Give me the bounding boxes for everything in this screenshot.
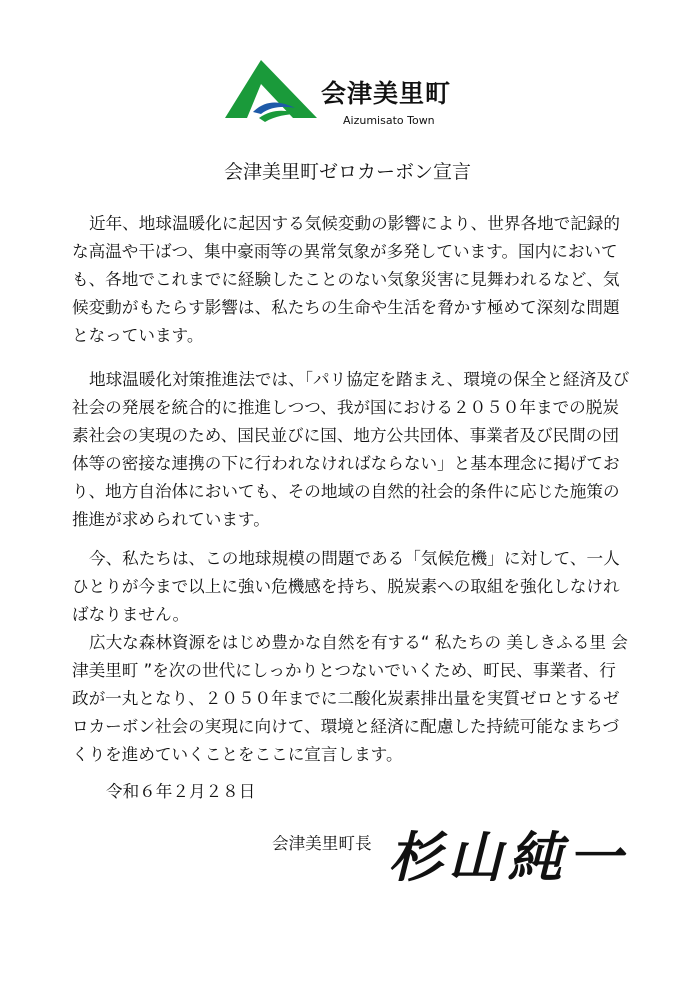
declaration-date: 令和６年２月２８日 [106,782,256,801]
paragraph-3: 今、私たちは、この地球規模の問題である「気候危機」に対して、一人ひとりが今まで以上に強い危機感を持ち、脱炭素への取組を強化しなければなりません。 [72,549,620,624]
mountain-wave-logo-icon [225,58,317,130]
document-title: 会津美里町ゼロカーボン宣言 [223,161,471,183]
logo-town-name: 会津美里町 [321,79,452,108]
signatory-title: 会津美里町長 [272,834,372,853]
mayor-signature: 杉山純一 [388,825,628,889]
town-logo [225,58,475,130]
paragraph-4: 広大な森林資源をはじめ豊かな自然を有する“ 私たちの 美しきふる里 会津美里町 ”を次の世代にしっかりとつないでいくため、町民、事業者、行政が一丸となり、２０５０年までに二酸化炭素排出量を実質ゼロとするゼロカーボン社会の実現に向けて、環境と経済に配慮した持続可能なまちづくりを進めていくことをここに宣言します。 [72,633,628,764]
logo-town-name-en: Aizumisato Town [343,114,435,127]
paragraph-2: 地球温暖化対策推進法では、「パリ協定を踏まえ、環境の保全と経済及び社会の発展を統合的に推進しつつ、我が国における２０５０年までの脱炭素社会の実現のため、国民並びに国、地方公共団体、事業者及び民間の団体等の密接な連携の下に行われなければならない」と基本理念に掲げており、地方自治体においても、その地域の自然的社会的条件に応じた施策の推進が求められています。 [72,370,630,529]
paragraph-1: 近年、地球温暖化に起因する気候変動の影響により、世界各地で記録的な高温や干ばつ、集中豪雨等の異常気象が多発しています。国内においても、各地でこれまでに経験したことのない気象災害に見舞われるなど、気候変動がもたらす影響は、私たちの生命や生活を脅かす極めて深刻な問題となっています。 [72,214,620,345]
